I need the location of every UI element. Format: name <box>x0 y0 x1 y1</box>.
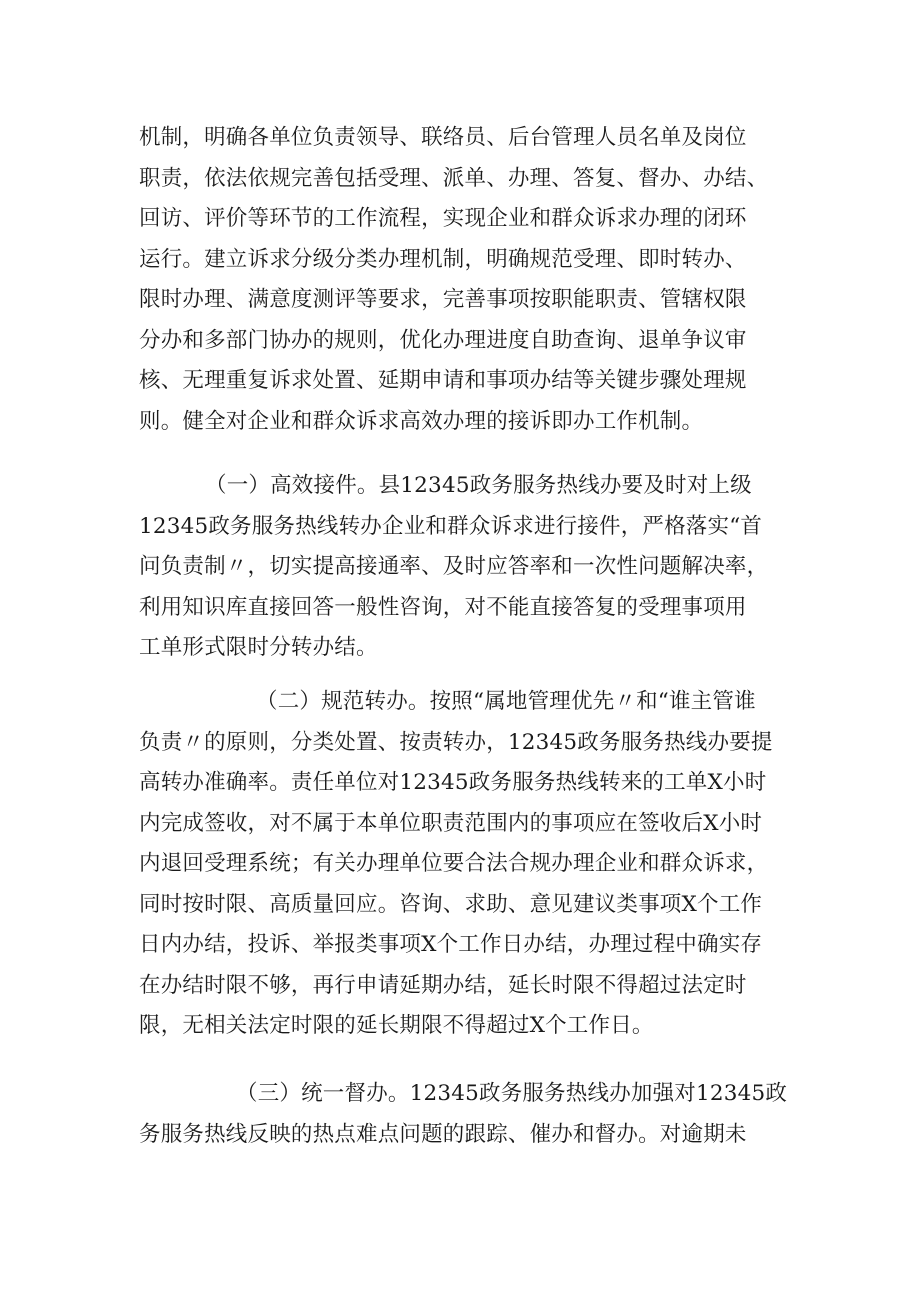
text-line: 工单形式限时分转办结。 <box>139 635 378 660</box>
text-line: 回访、评价等环节的工作流程，实现企业和群众诉求办理的闭环 <box>139 206 747 231</box>
text-line: 高转办准确率。责任单位对12345政务服务热线转来的工单X小时 <box>139 770 767 795</box>
text-line: 运行。建立诉求分级分类办理机制，明确规范受理、即时转办、 <box>139 246 747 272</box>
text-line: 日内办结，投诉、举报类事项X个工作日办结，办理过程中确实存 <box>139 932 763 957</box>
paragraph-section-1 <box>139 466 799 669</box>
section-heading-line: （二）规范转办。按照“属地管理优先〃和“谁主管谁 <box>256 689 756 714</box>
text-line: 内退回受理系统；有关办理单位要合法合规办理企业和群众诉求， <box>139 851 769 876</box>
text-line: 限，无相关法定时限的延长期限不得超过X个工作日。 <box>139 1013 654 1038</box>
text-line: 12345政务服务热线转办企业和群众诉求进行接件，严格落实“首 <box>139 513 763 539</box>
text-line: 限时办理、满意度测评等要求，完善事项按职能职责、管辖权限 <box>139 287 747 312</box>
section-heading-line: （一）高效接件。县12345政务服务热线办要及时对上级 <box>205 473 752 498</box>
text-line: 机制，明确各单位负责领导、联络员、后台管理人员名单及岗位 <box>139 125 747 150</box>
text-line: 同时按时限、高质量回应。咨询、求助、意见建议类事项X个工作 <box>139 891 763 917</box>
paragraph-section-2 <box>139 682 799 1047</box>
text-line: 务服务热线反映的热点难点问题的跟踪、催办和督办。对逾期未 <box>139 1121 747 1147</box>
paragraph-section-3 <box>139 1074 799 1155</box>
text-line: 负责〃的原则，分类处置、按责转办，12345政务服务热线办要提 <box>139 729 773 755</box>
text-line: 则。健全对企业和群众诉求高效办理的接诉即办工作机制。 <box>139 408 704 434</box>
text-line: 内完成签收，对不属于本单位职责范围内的事项应在签收后X小时 <box>139 810 763 836</box>
text-line: 核、无理重复诉求处置、延期申请和事项办结等关键步骤处理规 <box>139 368 747 393</box>
text-line: 问负责制〃，切实提高接通率、及时应答率和一次性问题解决率， <box>139 554 769 579</box>
text-line: 在办结时限不够，再行申请延期办结，延长时限不得超过法定时 <box>139 972 747 998</box>
text-line: 职责，依法依规完善包括受理、派单、办理、答复、督办、办结、 <box>139 165 769 191</box>
section-heading-line: （三）统一督办。12345政务服务热线办加强对12345政 <box>236 1081 788 1106</box>
text-line: 利用知识库直接回答一般性咨询，对不能直接答复的受理事项用 <box>139 594 747 620</box>
text-line: 分办和多部门协办的规则，优化办理进度自助查询、退单争议审 <box>139 327 747 353</box>
paragraph-mechanism <box>139 118 799 442</box>
